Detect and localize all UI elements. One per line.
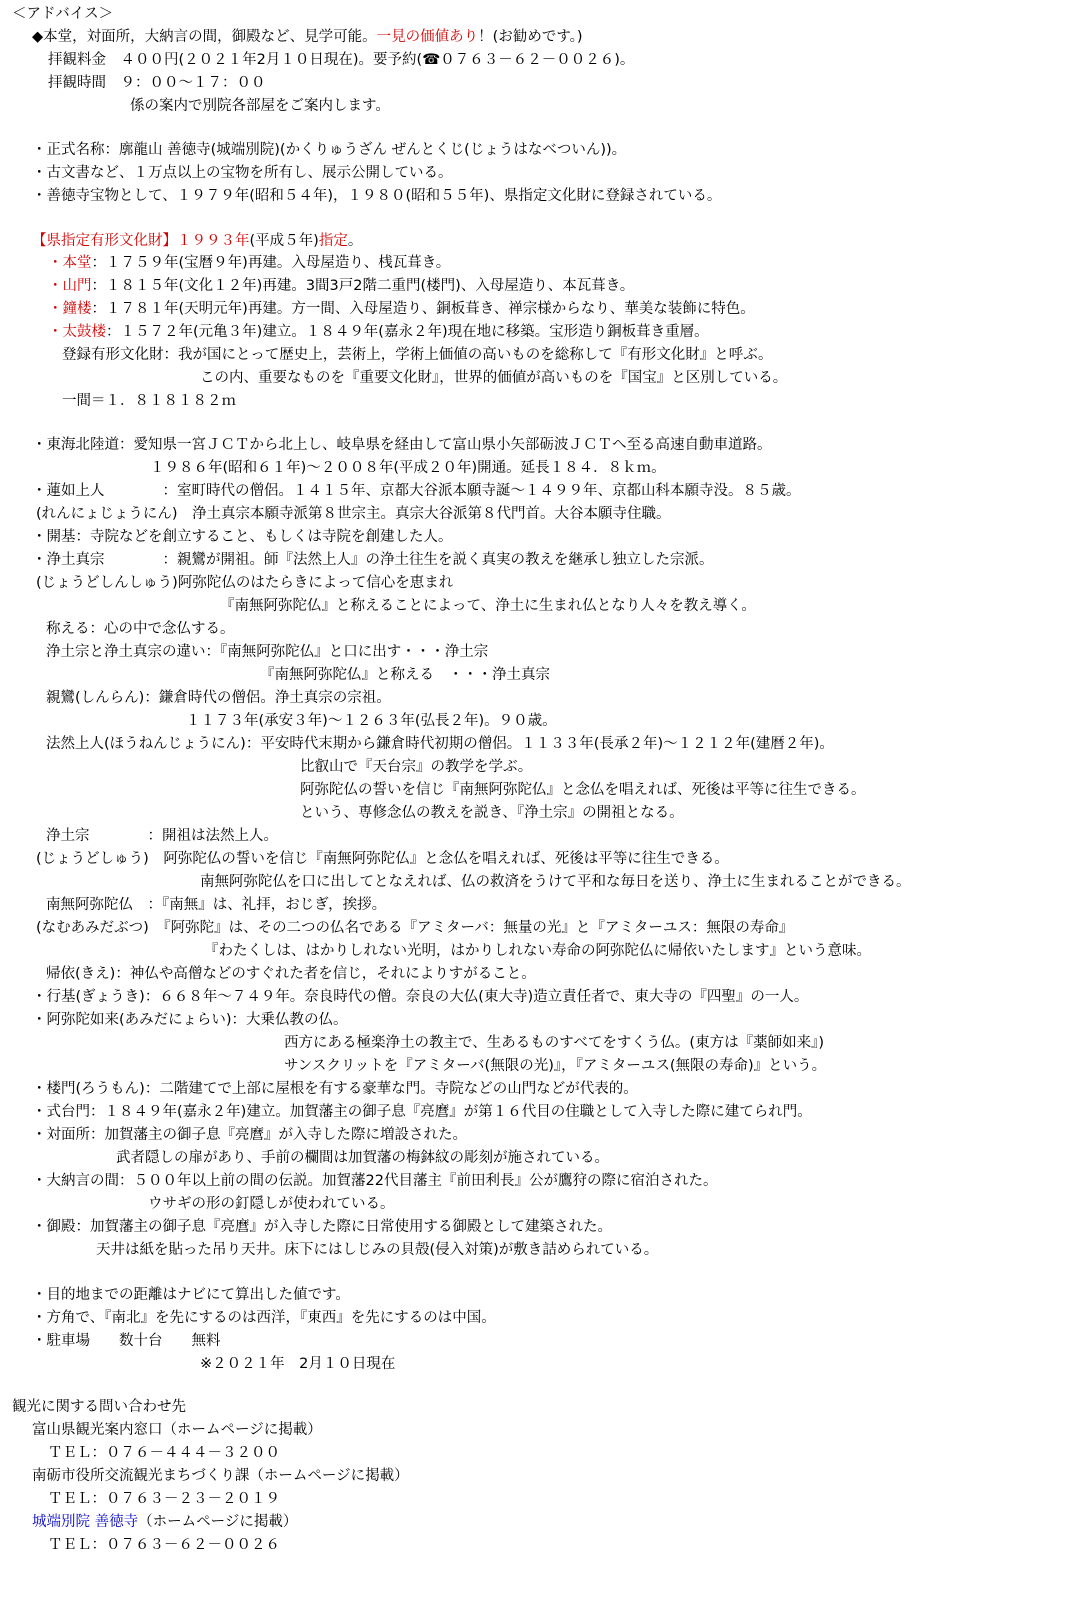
building-line (48, 276, 634, 296)
building-name: 山門 (62, 278, 92, 294)
glossary-line: 浄土宗 ：開祖は法然上人。 (46, 828, 278, 844)
intro-lead: ◆本堂，対面所，大納言の間，御殿など、見学可能。 (32, 29, 377, 45)
glossary-line: 比叡山で『天台宗』の教学を学ぶ。 (300, 759, 533, 775)
glossary-line: ・式台門：１８４９年(嘉永２年)建立。加賀藩主の御子息『亮麿』が第１６代目の住職として入寺した際に建てられ門。 (32, 1104, 812, 1120)
glossary-line: ・対面所：加賀藩主の御子息『亮麿』が入寺した際に増設された。 (32, 1127, 467, 1143)
contact-heading: 観光に関する問い合わせ先 (12, 1399, 186, 1415)
designation-era: (平成５年) (249, 233, 319, 249)
glossary-line: 武者隠しの扉があり、手前の欄間は加賀藩の梅鉢紋の彫刻が施されている。 (116, 1150, 609, 1166)
building-desc: ：１７８１年(天明元年)再建。方一間、入母屋造り、銅板葺き、禅宗様からなり、華美な装飾に特色。 (91, 301, 755, 317)
glossary-line: ・大納言の間：５００年以上前の間の伝説。加賀藩22代目藩主『前田利長』公が鷹狩の際に宿泊された。 (32, 1173, 718, 1189)
registered-line: この内、重要なものを『重要文化財』，世界的価値が高いものを『国宝』と区別している。 (200, 370, 788, 386)
fee-line: 拝観料金 ４００円(２０２１年2月１０日現在)。要予約(☎０７６３－６２－００２６)。 (48, 52, 635, 68)
glossary-line: 『南無阿弥陀仏』と称えることによって、浄土に生まれ仏となり人々を教え導く。 (220, 598, 756, 614)
contact-org (32, 1512, 297, 1532)
glossary-line: 親鸞(しんらん)：鎌倉時代の僧侶。浄土真宗の宗祖。 (46, 690, 391, 706)
contact-org: 富山県観光案内窓口（ホームページに掲載） (32, 1422, 322, 1438)
contact-tel: ＴＥＬ：０７６－４４４－３２００ (48, 1445, 280, 1461)
fact-line: ・正式名称：廓龍山 善徳寺(城端別院)(かくりゅうざん ぜんとくじ(じょうはなべついん))。 (32, 142, 627, 158)
note-line: ・駐車場 数十台 無料 (32, 1333, 221, 1349)
glossary-line: ウサギの形の釘隠しが使われている。 (148, 1196, 395, 1212)
intro-highlight: 一見の価値あり (376, 29, 479, 45)
building-desc: ：１８１５年(文化１２年)再建。3間3戸2階二重門(楼門)、入母屋造り、本瓦葺き。 (91, 278, 635, 294)
registered-line: 一間＝１．８１８１８２ｍ (62, 393, 236, 409)
glossary-line: ・行基(ぎょうき)：６６８年～７４９年。奈良時代の僧。奈良の大仏(東大寺)造立責任者で、東大寺の『四聖』の一人。 (32, 989, 809, 1005)
glossary-line: という、専修念仏の教えを説き、『浄土宗』の開祖となる。 (300, 805, 684, 821)
glossary-line: ・浄土真宗 ：親鸞が開祖。師『法然上人』の浄土往生を説く真実の教えを継承し独立した宗派。 (32, 552, 714, 568)
registered-line: 登録有形文化財：我が国にとって歴史上，芸術上，学術上価値の高いものを総称して『有形文化財』と呼ぶ。 (62, 347, 773, 363)
glossary-line: 西方にある極楽浄土の教主で、生あるものすべてをすくう仏。(東方は『薬師如来』) (284, 1035, 824, 1051)
glossary-line: (じょうどしゅう) 阿弥陀仏の誓いを信じ『南無阿弥陀仏』と念仏を唱えれば、死後は平等に往生できる。 (36, 851, 729, 867)
glossary-line: 天井は紙を貼った吊り天井。床下にはしじみの貝殻(侵入対策)が敷き詰められている。 (96, 1242, 659, 1258)
note-line: ・方角で、『南北』を先にするのは西洋，『東西』を先にするのは中国。 (32, 1310, 496, 1326)
building-line (48, 299, 755, 319)
glossary-line: 阿弥陀仏の誓いを信じ『南無阿弥陀仏』と念仏を唱えれば、死後は平等に往生できる。 (300, 782, 866, 798)
building-line (48, 322, 709, 342)
hours-line: 拝観時間 ９：００～１７：００ (48, 75, 266, 91)
contact-tel: ＴＥＬ：０７６３－６２－００２６ (48, 1537, 280, 1553)
designation-line (32, 231, 362, 251)
building-bullet: ・ (48, 324, 63, 340)
building-bullet: ・ (48, 301, 63, 317)
glossary-line: ・楼門(ろうもん)：二階建てで上部に屋根を有する豪華な門。寺院などの山門などが代表的。 (32, 1081, 638, 1097)
building-line (48, 253, 450, 273)
glossary-line: 南無阿弥陀仏 ：『南無』は、礼拝，おじぎ，挨拶。 (46, 897, 387, 913)
designation-title: 【県指定有形文化財】 (32, 233, 177, 249)
glossary-line: ・開基：寺院などを創立すること、もしくは寺院を創建した人。 (32, 529, 453, 545)
glossary-line: 法然上人(ほうねんじょうにん)：平安時代末期から鎌倉時代初期の僧侶。１１３３年(長承２年)～１２１２年(建暦２年)。 (46, 736, 834, 752)
note-line: ・目的地までの距離はナビにて算出した値です。 (32, 1287, 350, 1303)
building-desc: ：１５７２年(元亀３年)建立。１８４９年(嘉永２年)現在地に移築。宝形造り銅板葺き重層。 (106, 324, 709, 340)
building-name: 本堂 (62, 255, 92, 271)
building-desc: ：１７５９年(宝暦９年)再建。入母屋造り、桟瓦葺き。 (91, 255, 451, 271)
glossary-line: ・阿弥陀如来(あみだにょらい)：大乗仏教の仏。 (32, 1012, 348, 1028)
glossary-line: ・御殿：加賀藩主の御子息『亮麿』が入寺した際に日常使用する御殿として建築された。 (32, 1219, 612, 1235)
glossary-line: 称える：心の中で念仏する。 (46, 621, 235, 637)
note-line: ※２０２１年 2月１０日現在 (200, 1356, 396, 1372)
glossary-line: (じょうどしんしゅう)阿弥陀仏のはたらきによって信心を恵まれ (36, 575, 454, 591)
fact-line: ・古文書など、１万点以上の宝物を所有し、展示公開している。 (32, 165, 453, 181)
glossary-line: サンスクリットを『アミターバ(無限の光)』，『アミターユス(無限の寿命)』という。 (284, 1058, 827, 1074)
designation-word: 指定 (318, 233, 348, 249)
guide-line: 係の案内で別院各部屋をご案内します。 (130, 98, 390, 114)
contact-org-tail: （ホームページに掲載） (138, 1514, 298, 1530)
glossary-line: (れんにょじょうにん) 浄土真宗本願寺派第８世宗主。真宗大谷派第８代門首。大谷本願寺住職。 (36, 506, 671, 522)
glossary-line: 浄土宗と浄土真宗の違い：『南無阿弥陀仏』と口に出す・・・浄土宗 (46, 644, 489, 660)
glossary-line: (なむあみだぶつ) 『阿弥陀』は、その二つの仏名である『アミターバ：無量の光』と『アミターユス：無限の寿命』 (36, 920, 794, 936)
designation-year: １９９３年 (177, 233, 250, 249)
building-name: 鐘楼 (62, 301, 92, 317)
glossary-line: ・蓮如上人 ：室町時代の僧侶。１４１５年、京都大谷派本願寺誕～１４９９年、京都山科本願寺没。８５歳。 (32, 483, 801, 499)
glossary-line: 帰依(きえ)：神仏や高僧などのすぐれた者を信じ，それによりすがること。 (46, 966, 536, 982)
building-bullet: ・ (48, 278, 63, 294)
building-bullet: ・ (48, 255, 63, 271)
advice-intro (32, 27, 583, 47)
zentokuji-link[interactable]: 城端別院 善徳寺 (32, 1514, 139, 1530)
designation-period: 。 (347, 233, 363, 249)
contact-tel: ＴＥＬ：０７６３－２３－２０１９ (48, 1491, 280, 1507)
glossary-line: 南無阿弥陀仏を口に出してとなえれば、仏の救済をうけて平和な毎日を送り、浄土に生まれることができる。 (200, 874, 911, 890)
glossary-line: 『南無阿弥陀仏』と称える ・・・浄土真宗 (260, 667, 550, 683)
glossary-line: １９８６年(昭和６１年)～２００８年(平成２０年)開通。延長１８４．８ｋｍ。 (150, 460, 666, 476)
intro-tail: ！(お勧めです。) (478, 29, 583, 45)
glossary-line: １１７３年(承安３年)～１２６３年(弘長２年)。９０歳。 (186, 713, 557, 729)
contact-org: 南砺市役所交流観光まちづくり課（ホームページに掲載） (32, 1468, 409, 1484)
glossary-line: 『わたくしは、はかりしれない光明，はかりしれない寿命の阿弥陀仏に帰依いたします』という意味。 (204, 943, 871, 959)
advice-heading: ＜アドバイス＞ (12, 6, 114, 22)
glossary-line: ・東海北陸道：愛知県一宮ＪＣＴから北上し、岐阜県を経由して富山県小矢部砺波ＪＣＴへ至る高速自動車道路。 (32, 437, 772, 453)
building-name: 太鼓楼 (62, 324, 106, 340)
fact-line: ・善徳寺宝物として、１９７９年(昭和５４年)，１９８０(昭和５５年)、県指定文化財に登録されている。 (32, 188, 722, 204)
